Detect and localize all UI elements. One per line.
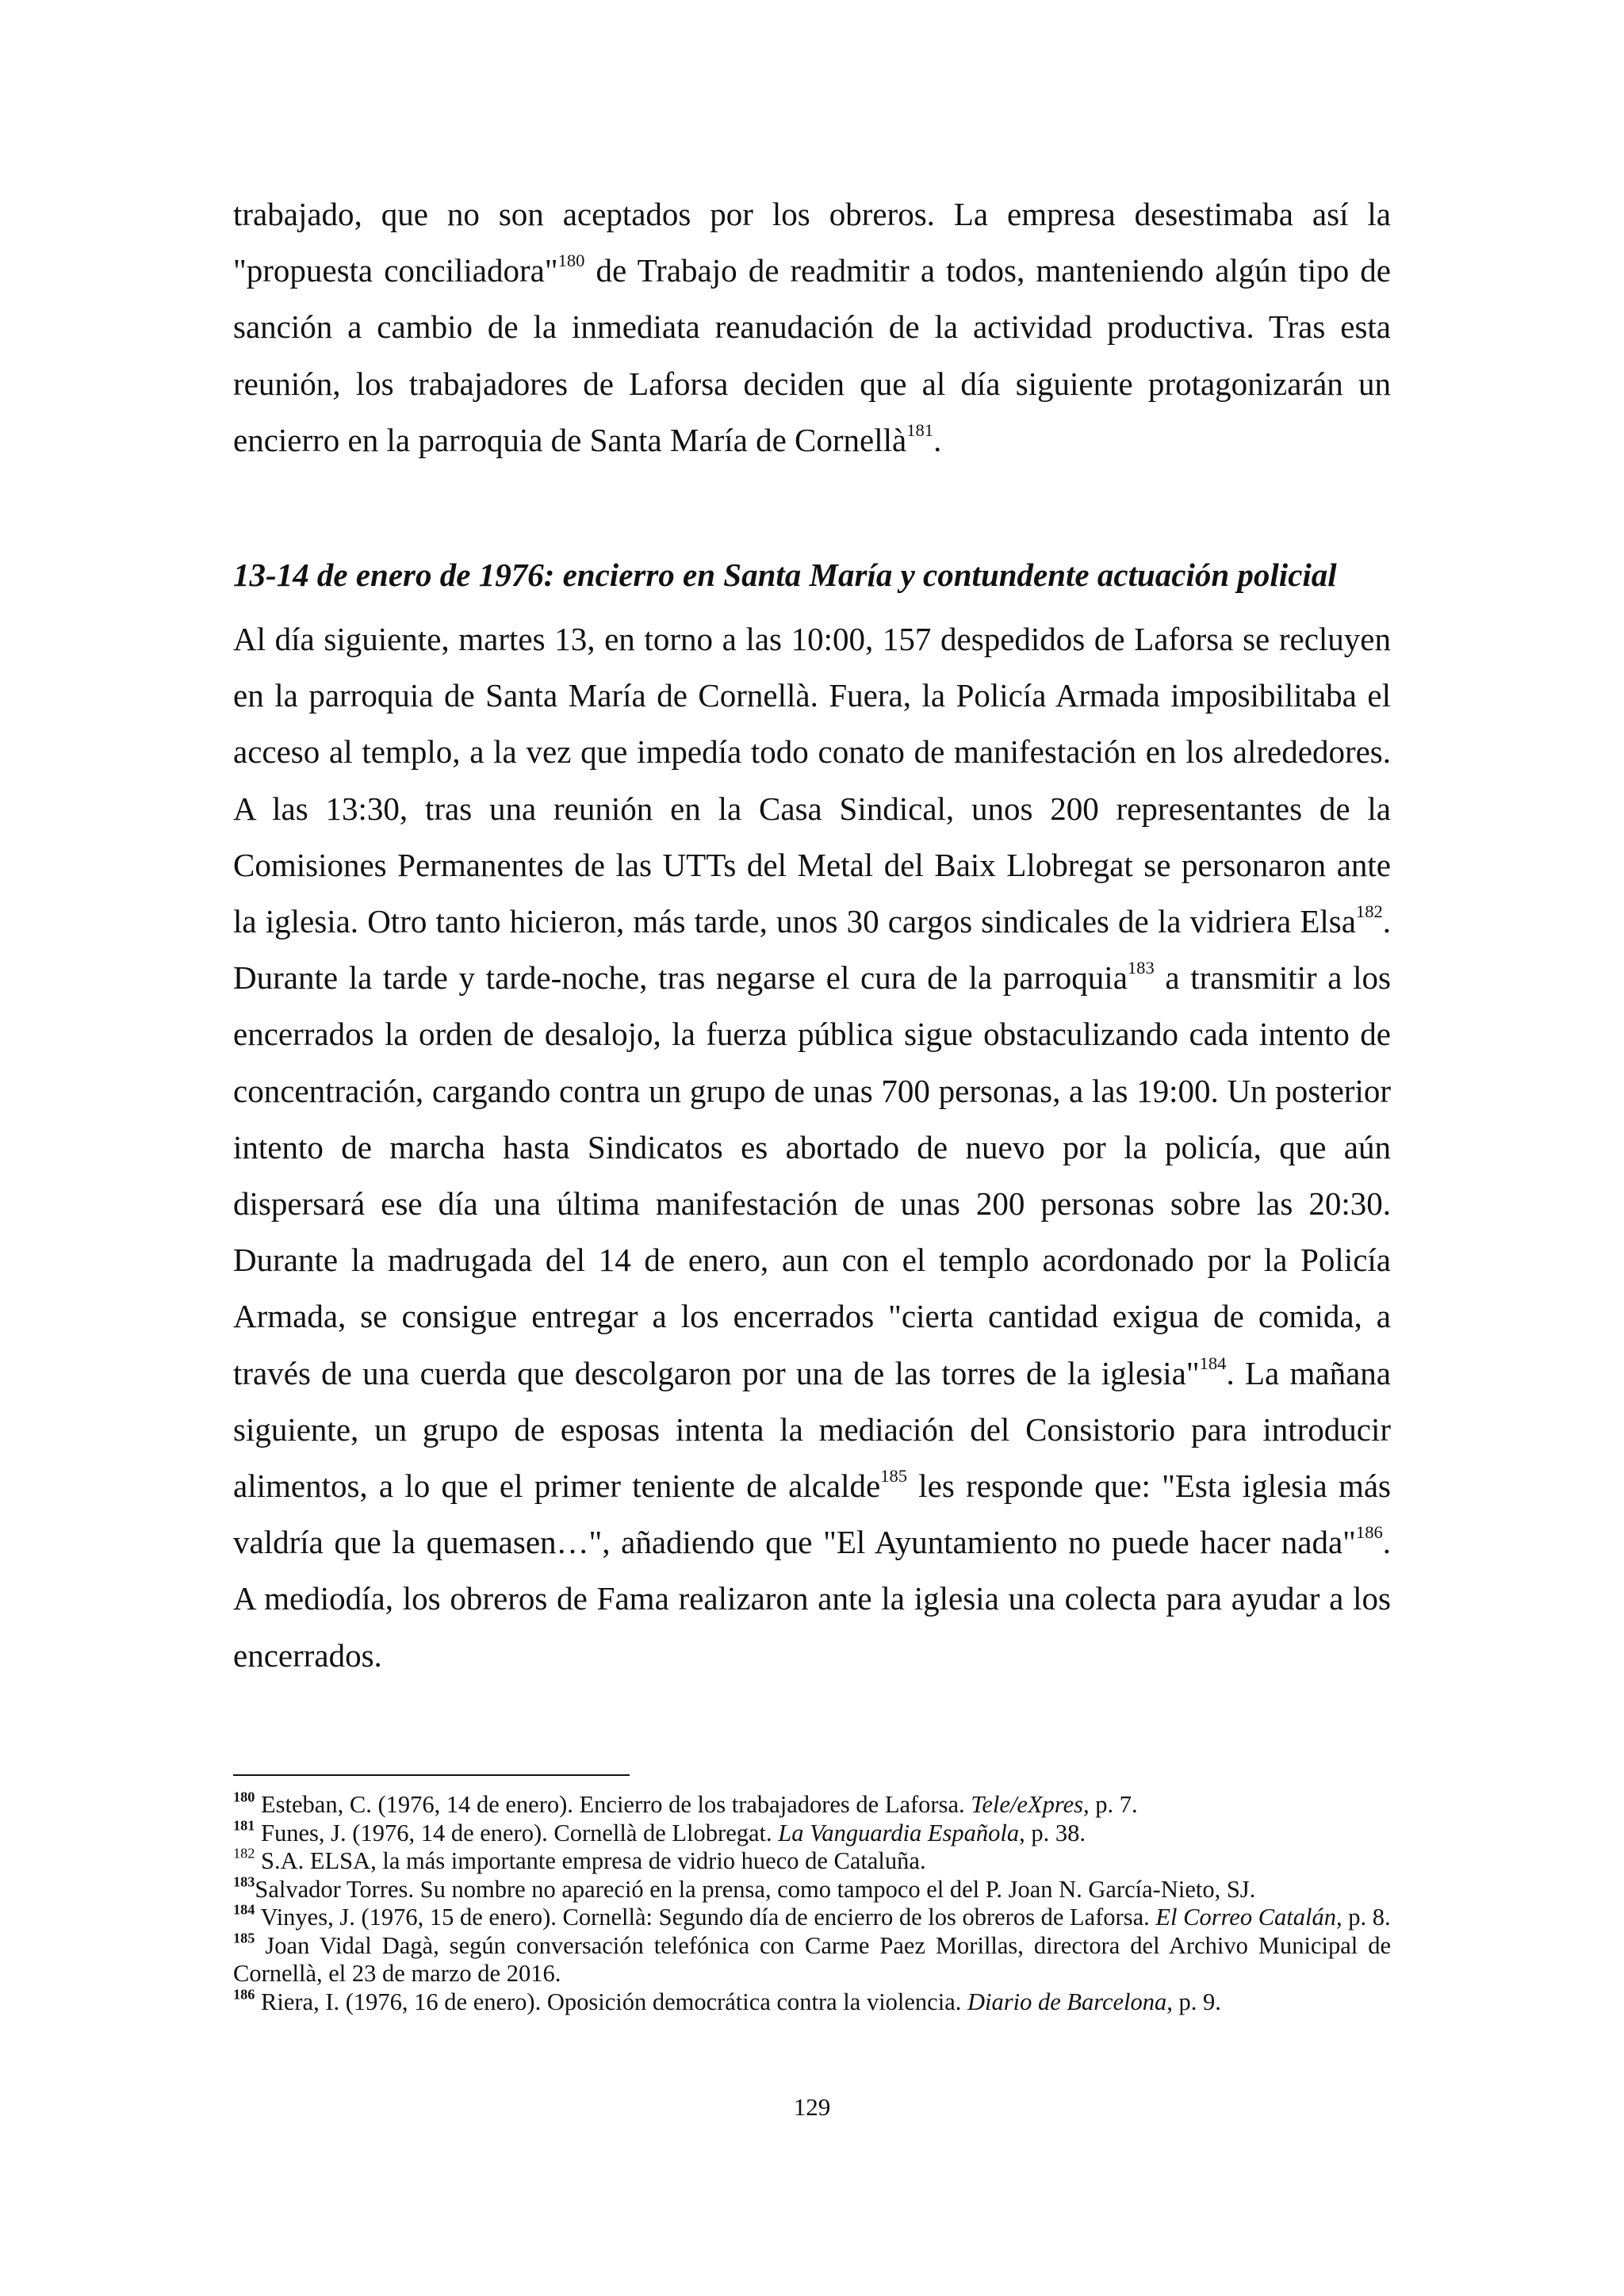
footnote-number: 184: [233, 1901, 255, 1918]
footnote-number: 180: [233, 1789, 255, 1805]
footnote-ref-186: 186: [1355, 1522, 1383, 1543]
footnote-source: Tele/eXpres,: [971, 1791, 1090, 1818]
footnote-number: 182: [233, 1845, 255, 1862]
footnote-ref-185: 185: [880, 1465, 908, 1486]
footnote-text: p. 8.: [1342, 1904, 1391, 1931]
footnote-number: 183: [233, 1873, 255, 1889]
footnote-182: [233, 1847, 1391, 1876]
footnote-ref-182: 182: [1355, 901, 1383, 921]
footnote-source: El Correo Catalán,: [1155, 1904, 1342, 1931]
footnote-text: p. 7.: [1089, 1791, 1138, 1818]
footnote-text: S.A. ELSA, la más importante empresa de vidrio hueco de Cataluña.: [255, 1847, 926, 1874]
footnote-text: , p. 38.: [1019, 1819, 1086, 1846]
footnote-number: 185: [233, 1929, 255, 1946]
text-run: de Trabajo de readmitir a todos, manteniendo algún tipo de sanción a cambio de la inmediata reanudación de la actividad productiva. Tras esta reunión, los trabajadores de Laforsa deciden que al día siguiente protagonizarán un encierro en la parroquia de Santa María de Cornellà: [233, 252, 1391, 458]
footnote-text: Salvador Torres. Su nombre no apareció en la prensa, como tampoco el del P. Joan N. García-Nieto, SJ.: [255, 1875, 1256, 1903]
footnote-ref-180: 180: [557, 251, 585, 271]
section-heading: 13-14 de enero de 1976: encierro en Santa María y contundente actuación policial: [233, 557, 1337, 593]
footnote-text: p. 9.: [1172, 1988, 1221, 2015]
footnote-number: 181: [233, 1816, 255, 1833]
text-run: Al día siguiente, martes 13, en torno a las 10:00, 157 despedidos de Laforsa se recluyen en la parroquia de Santa María de Cornellà. Fuera, la Policía Armada imposibilitaba el acceso al templo, a la vez que impedía todo conato de manifestación en los alrededores. A las 13:30, tras una reunión en la Casa Sindical, unos 200 representantes de la Comisiones Permanentes de las UTTs del Metal del Baix Llobregat se personaron ante la iglesia. Otro tanto hicieron, más tarde, unos 30 cargos sindicales de la vidriera Elsa: [233, 621, 1391, 940]
footnote-181: [233, 1816, 1391, 1848]
text-run: a transmitir a los encerrados la orden de desalojo, la fuerza pública sigue obstaculizando cada intento de concentración, cargando contra un grupo de unas 700 personas, a las 19:00. Un posterior intento de marcha hasta Sindicatos es abortado de nuevo por la policía, que aún dispersará ese día una última manifestación de unas 200 personas sobre las 20:30. Durante la madrugada del 14 de enero, aun con el templo acordonado por la Policía Armada, se consigue entregar a los encerrados "cierta cantidad exigua de comida, a través de una cuerda que descolgaron por una de las torres de la iglesia": [233, 959, 1391, 1391]
footnote-separator: [233, 1774, 630, 1776]
footnote-186: [233, 1985, 1391, 2017]
text-run: . La mañana siguiente, un grupo de esposas intenta la mediación del Consistorio para introducir alimentos, a lo que el primer teniente de alcalde: [233, 1354, 1391, 1505]
body-paragraph-1: [233, 186, 1391, 469]
footnote-text: Joan Vidal Dagà, según conversación telefónica con Carme Paez Morillas, directora del Archivo Municipal de Cornellà, el 23 de marzo de 2016.: [233, 1931, 1391, 1987]
footnote-ref-184: 184: [1199, 1353, 1227, 1373]
body-paragraph-2: [233, 611, 1391, 1684]
footnote-ref-183: 183: [1127, 958, 1155, 978]
footnote-source: La Vanguardia Española: [778, 1819, 1020, 1846]
text-run: les responde que: "Esta iglesia más valdría que la quemasen…", añadiendo que "El Ayuntamiento no puede hacer nada": [233, 1468, 1391, 1561]
text-run: trabajado, que no son aceptados por los obreros. La empresa desestimaba así la "propuesta conciliadora": [233, 196, 1391, 289]
footnote-source: Diario de Barcelona,: [967, 1988, 1173, 2015]
footnote-text: Funes, J. (1976, 14 de enero). Cornellà de Llobregat.: [255, 1819, 779, 1846]
footnote-text: Vinyes, J. (1976, 15 de enero). Cornellà: Segundo día de encierro de los obreros de Laforsa.: [255, 1904, 1156, 1931]
footnotes-block: [233, 1791, 1391, 2016]
footnote-text: Riera, I. (1976, 16 de enero). Oposición democrática contra la violencia.: [255, 1988, 967, 2015]
text-run: .: [933, 421, 942, 458]
footnote-ref-181: 181: [906, 419, 934, 440]
text-run: . Durante la tarde y tarde-noche, tras negarse el cura de la parroquia: [233, 903, 1391, 997]
text-run: . A mediodía, los obreros de Fama realizaron ante la iglesia una colecta para ayudar a los encerrados.: [233, 1524, 1391, 1674]
footnote-184: [233, 1901, 1391, 1932]
footnote-number: 186: [233, 1985, 255, 2002]
footnote-180: [233, 1791, 1391, 1820]
footnote-text: Esteban, C. (1976, 14 de enero). Encierro de los trabajadores de Laforsa.: [255, 1791, 971, 1818]
footnote-183: [233, 1873, 1391, 1904]
footnote-185: [233, 1929, 1391, 1988]
page-number: 129: [793, 2093, 831, 2121]
